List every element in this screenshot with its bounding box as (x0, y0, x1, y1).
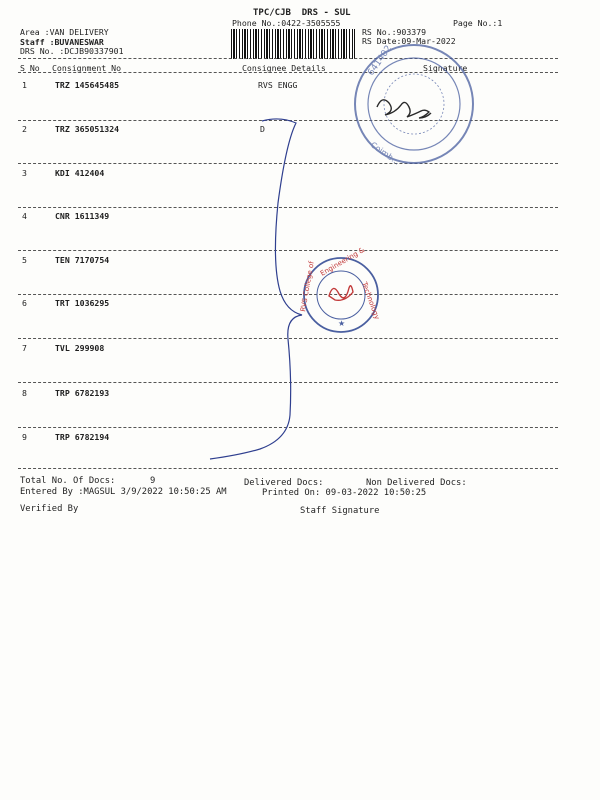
college-seal (299, 246, 381, 332)
column-header-signature: Signature (423, 63, 468, 73)
ink-strike-line (210, 119, 302, 459)
svg-text:Technology: Technology (360, 280, 382, 321)
rs-date: RS Date:09-Mar-2022 (362, 36, 456, 46)
table-row-1-consignment: TRZ 145645485 (55, 80, 120, 90)
svg-text:Engineering &: Engineering & (319, 245, 367, 278)
table-row-3-sno: 3 (22, 168, 27, 178)
staff-field: Staff :BUVANESWAR (20, 37, 104, 47)
svg-text:641402: 641402 (366, 43, 395, 78)
verified-by-label: Verified By (20, 504, 79, 514)
round-stamp-top (355, 44, 473, 167)
table-row-6-consignment: TRT 1036295 (55, 298, 110, 308)
table-row-1-sno: 1 (22, 80, 27, 90)
table-row-8-consignment: TRP 6782193 (55, 388, 110, 398)
table-row-4-sno: 4 (22, 211, 27, 221)
column-header-consignment: Consignment No (52, 63, 122, 73)
column-header-consignee: Consignee Details (242, 63, 326, 73)
area-field: Area :VAN DELIVERY (20, 27, 109, 37)
total-docs-value: 9 (150, 476, 156, 486)
svg-text:★: ★ (338, 319, 346, 328)
table-row-8-sno: 8 (22, 388, 27, 398)
table-row-2-sno: 2 (22, 124, 27, 134)
printed-on: Printed On: 09-03-2022 10:50:25 (262, 488, 427, 498)
svg-text:Coimb...: Coimb... (368, 140, 402, 167)
svg-text:RVS College of: RVS College of (299, 260, 316, 313)
table-row-6-sno: 6 (22, 298, 27, 308)
table-row-1-consignee: RVS ENGG (258, 80, 298, 90)
total-docs-label: Total No. Of Docs: (20, 476, 116, 486)
table-row-4-consignment: CNR 1611349 (55, 211, 110, 221)
table-row-5-consignment: TEN 7170754 (55, 255, 110, 265)
page-number: Page No.:1 (453, 18, 503, 28)
table-row-9-sno: 9 (22, 432, 27, 442)
drs-number: DRS No. :DCJB90337901 (20, 46, 124, 56)
entered-by: Entered By :MAGSUL 3/9/2022 10:50:25 AM (20, 487, 227, 497)
non-delivered-docs-label: Non Delivered Docs: (366, 478, 467, 488)
column-header-sno: S No (20, 63, 40, 73)
delivered-docs-label: Delivered Docs: (244, 478, 324, 488)
table-row-7-consignment: TVL 299908 (55, 343, 105, 353)
table-row-7-sno: 7 (22, 343, 27, 353)
document-title: TPC/CJB DRS - SUL (253, 8, 351, 18)
handwritten-signature (377, 100, 431, 118)
table-row-2-consignment: TRZ 365051324 (55, 124, 120, 134)
table-row-3-consignment: KDI 412404 (55, 168, 105, 178)
table-row-2-consignee: D (260, 124, 265, 134)
table-row-5-sno: 5 (22, 255, 27, 265)
rs-number: RS No.:903379 (362, 27, 427, 37)
phone-number: Phone No.:0422-3505555 (232, 18, 341, 28)
staff-signature-label: Staff Signature (300, 506, 380, 516)
table-row-9-consignment: TRP 6782194 (55, 432, 110, 442)
